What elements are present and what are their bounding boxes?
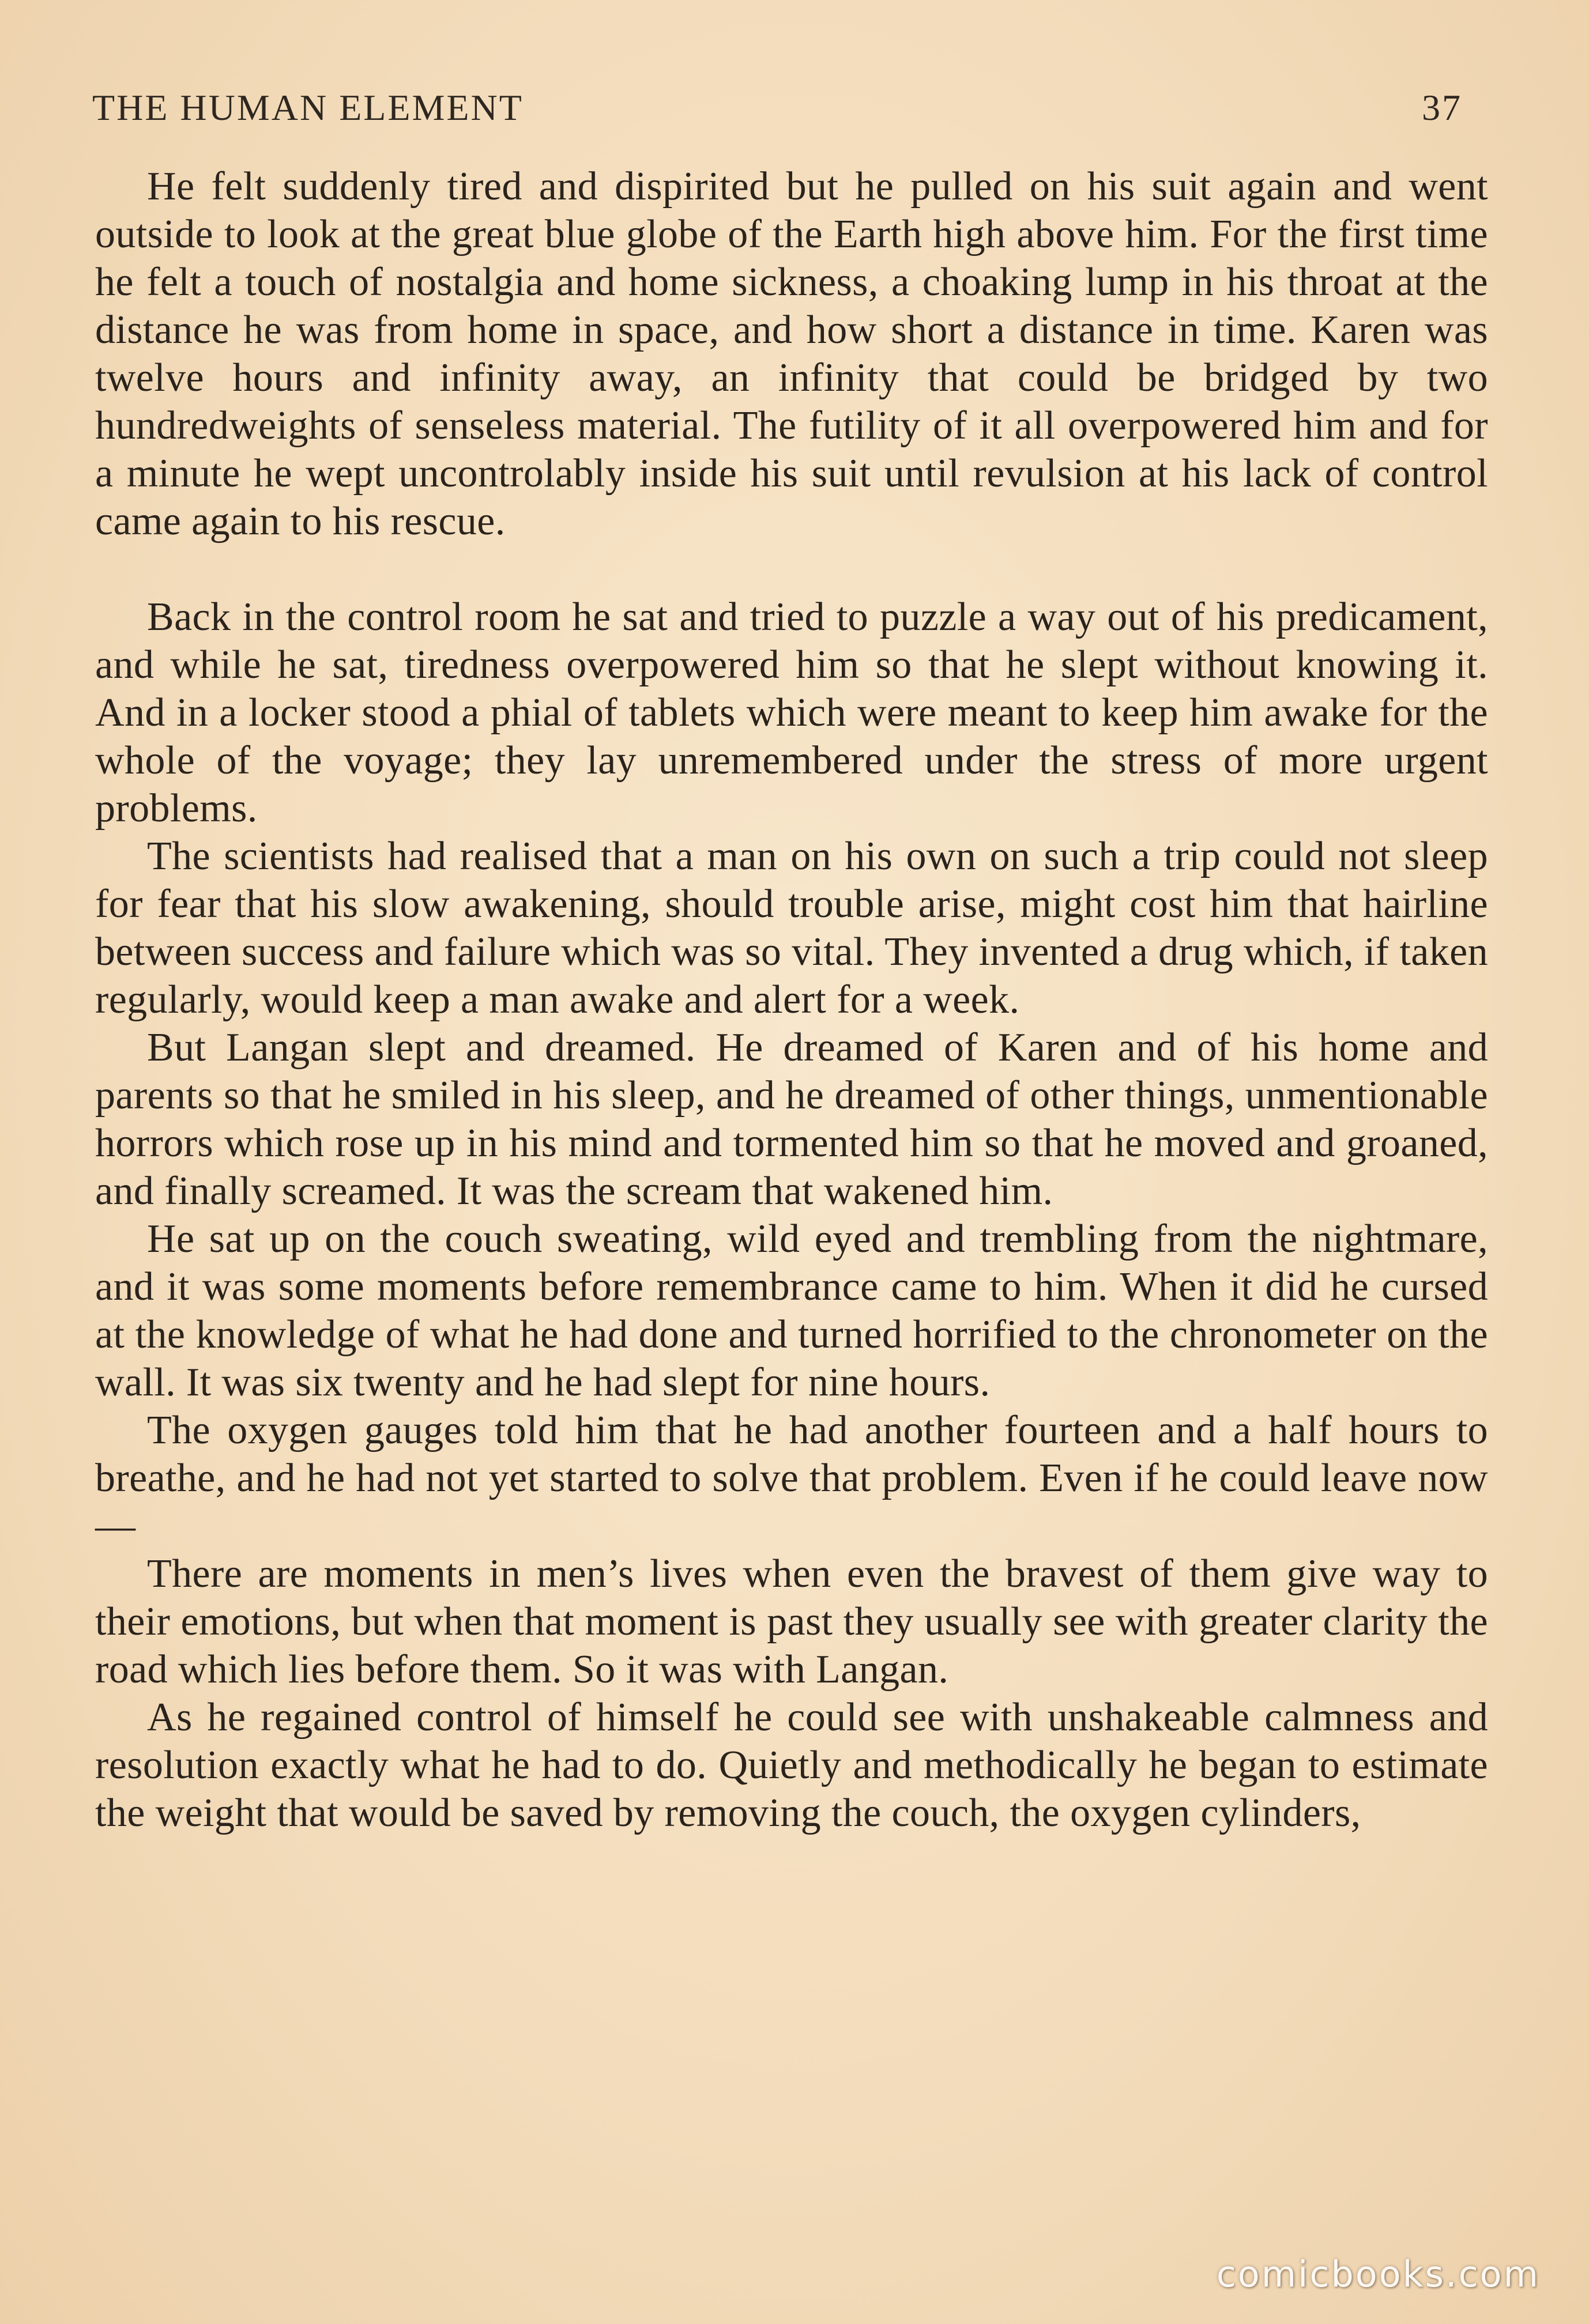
running-title: THE HUMAN ELEMENT — [92, 87, 524, 128]
paragraph: Back in the control room he sat and tried to puzzle a way out of his predicament, and while he sat, tiredness overpowered him so that he slept without knowing it. And in a locker stood a phial of tablets which were meant to keep him awake for the whole of the voyage; they lay unremembered under the stress of more urgent problems. — [95, 595, 1488, 831]
paragraph: He felt suddenly tired and dispirited but he pulled on his suit again and went outside to look at the great blue globe of the Earth high above him. For the first time he felt a touch of nostalgia and home sickness, a choaking lump in his throat at the distance he was from home in space, and how short a distance in time. Karen was twelve hours and infinity away, an infinity that could be bridged by two hundredweights of senseless material. The futility of it all overpowered him and for a minute he wept uncontrolably inside his suit until revulsion at his lack of control came again to his rescue. — [95, 164, 1488, 544]
running-head — [92, 86, 1462, 144]
paragraph: But Langan slept and dreamed. He dreamed of Karen and of his home and parents so that he smiled in his sleep, and he dreamed of other things, unmentionable horrors which rose up in his mind and tormented him so that he moved and groaned, and finally screamed. It was the scream that wakened him. — [95, 1025, 1488, 1213]
paragraph: The scientists had realised that a man on his own on such a trip could not sleep for fear that his slow awakening, should trouble arise, might cost him that hairline between success and failure which was so vital. They invented a drug which, if taken regularly, would keep a man awake and alert for a week. — [95, 834, 1488, 1022]
watermark: comicbooks.com — [1216, 2253, 1540, 2295]
body-text — [95, 163, 1488, 1837]
paragraph: The oxygen gauges told him that he had another fourteen and a half hours to breathe, and he had not yet started to solve that problem. Even if he could leave now— — [95, 1408, 1488, 1548]
paragraph: As he regained control of himself he could see with unshakeable calmness and resolution exactly what he had to do. Quietly and methodically he began to estimate the weight that would be saved by removing the couch, the oxygen cylinders, — [95, 1695, 1488, 1835]
paragraph: There are moments in men’s lives when even the bravest of them give way to their emotions, but when that moment is past they usually see with greater clarity the road which lies before them. So it was with Langan. — [95, 1552, 1488, 1692]
page-number: 37 — [1422, 87, 1462, 128]
paragraph: He sat up on the couch sweating, wild eyed and trembling from the nightmare, and it was some moments before remembrance came to him. When it did he cursed at the knowledge of what he had done and turned horrified to the chronometer on the wall. It was six twenty and he had slept for nine hours. — [95, 1217, 1488, 1405]
